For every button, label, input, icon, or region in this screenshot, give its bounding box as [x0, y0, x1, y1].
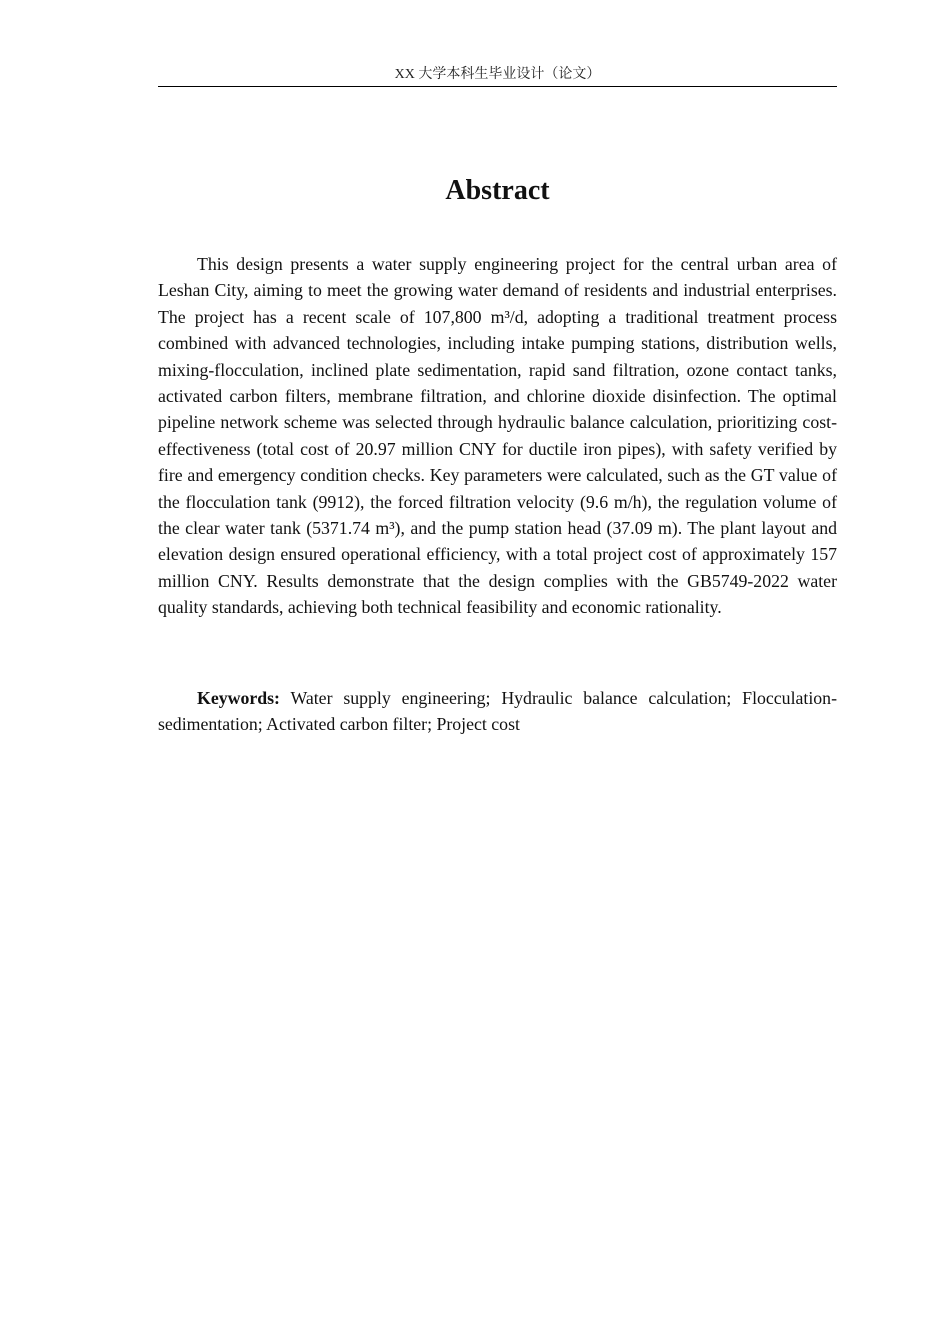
keywords-paragraph [158, 685, 837, 738]
header-rule [158, 86, 837, 87]
page-title: Abstract [445, 175, 550, 206]
keywords-list: Water supply engineering; Hydraulic balance calculation; Flocculation-sedimentation; Activated carbon filter; Project cost [158, 688, 837, 735]
abstract-paragraph: This design presents a water supply engineering project for the central urban area of Leshan City, aiming to meet the growing water demand of residents and industrial enterprises. The project has a recent scale of 107,800 m³/d, adopting a traditional treatment process combined with advanced technologies, including intake pumping stations, distribution wells, mixing-flocculation, inclined plate sedimentation, rapid sand filtration, ozone contact tanks, activated carbon filters, membrane filtration, and chlorine dioxide disinfection. The optimal pipeline network scheme was selected through hydraulic balance calculation, prioritizing cost-effectiveness (total cost of 20.97 million CNY for ductile iron pipes), with safety verified by fire and emergency condition checks. Key parameters were calculated, such as the GT value of the flocculation tank (9912), the forced filtration velocity (9.6 m/h), the regulation volume of the clear water tank (5371.74 m³), and the pump station head (37.09 m). The plant layout and elevation design ensured operational efficiency, with a total project cost of approximately 157 million CNY. Results demonstrate that the design complies with the GB5749-2022 water quality standards, achieving both technical feasibility and economic rationality. [158, 254, 837, 618]
running-header: XX 大学本科生毕业设计（论文） [394, 67, 601, 82]
keywords-label: Keywords: [197, 688, 280, 708]
